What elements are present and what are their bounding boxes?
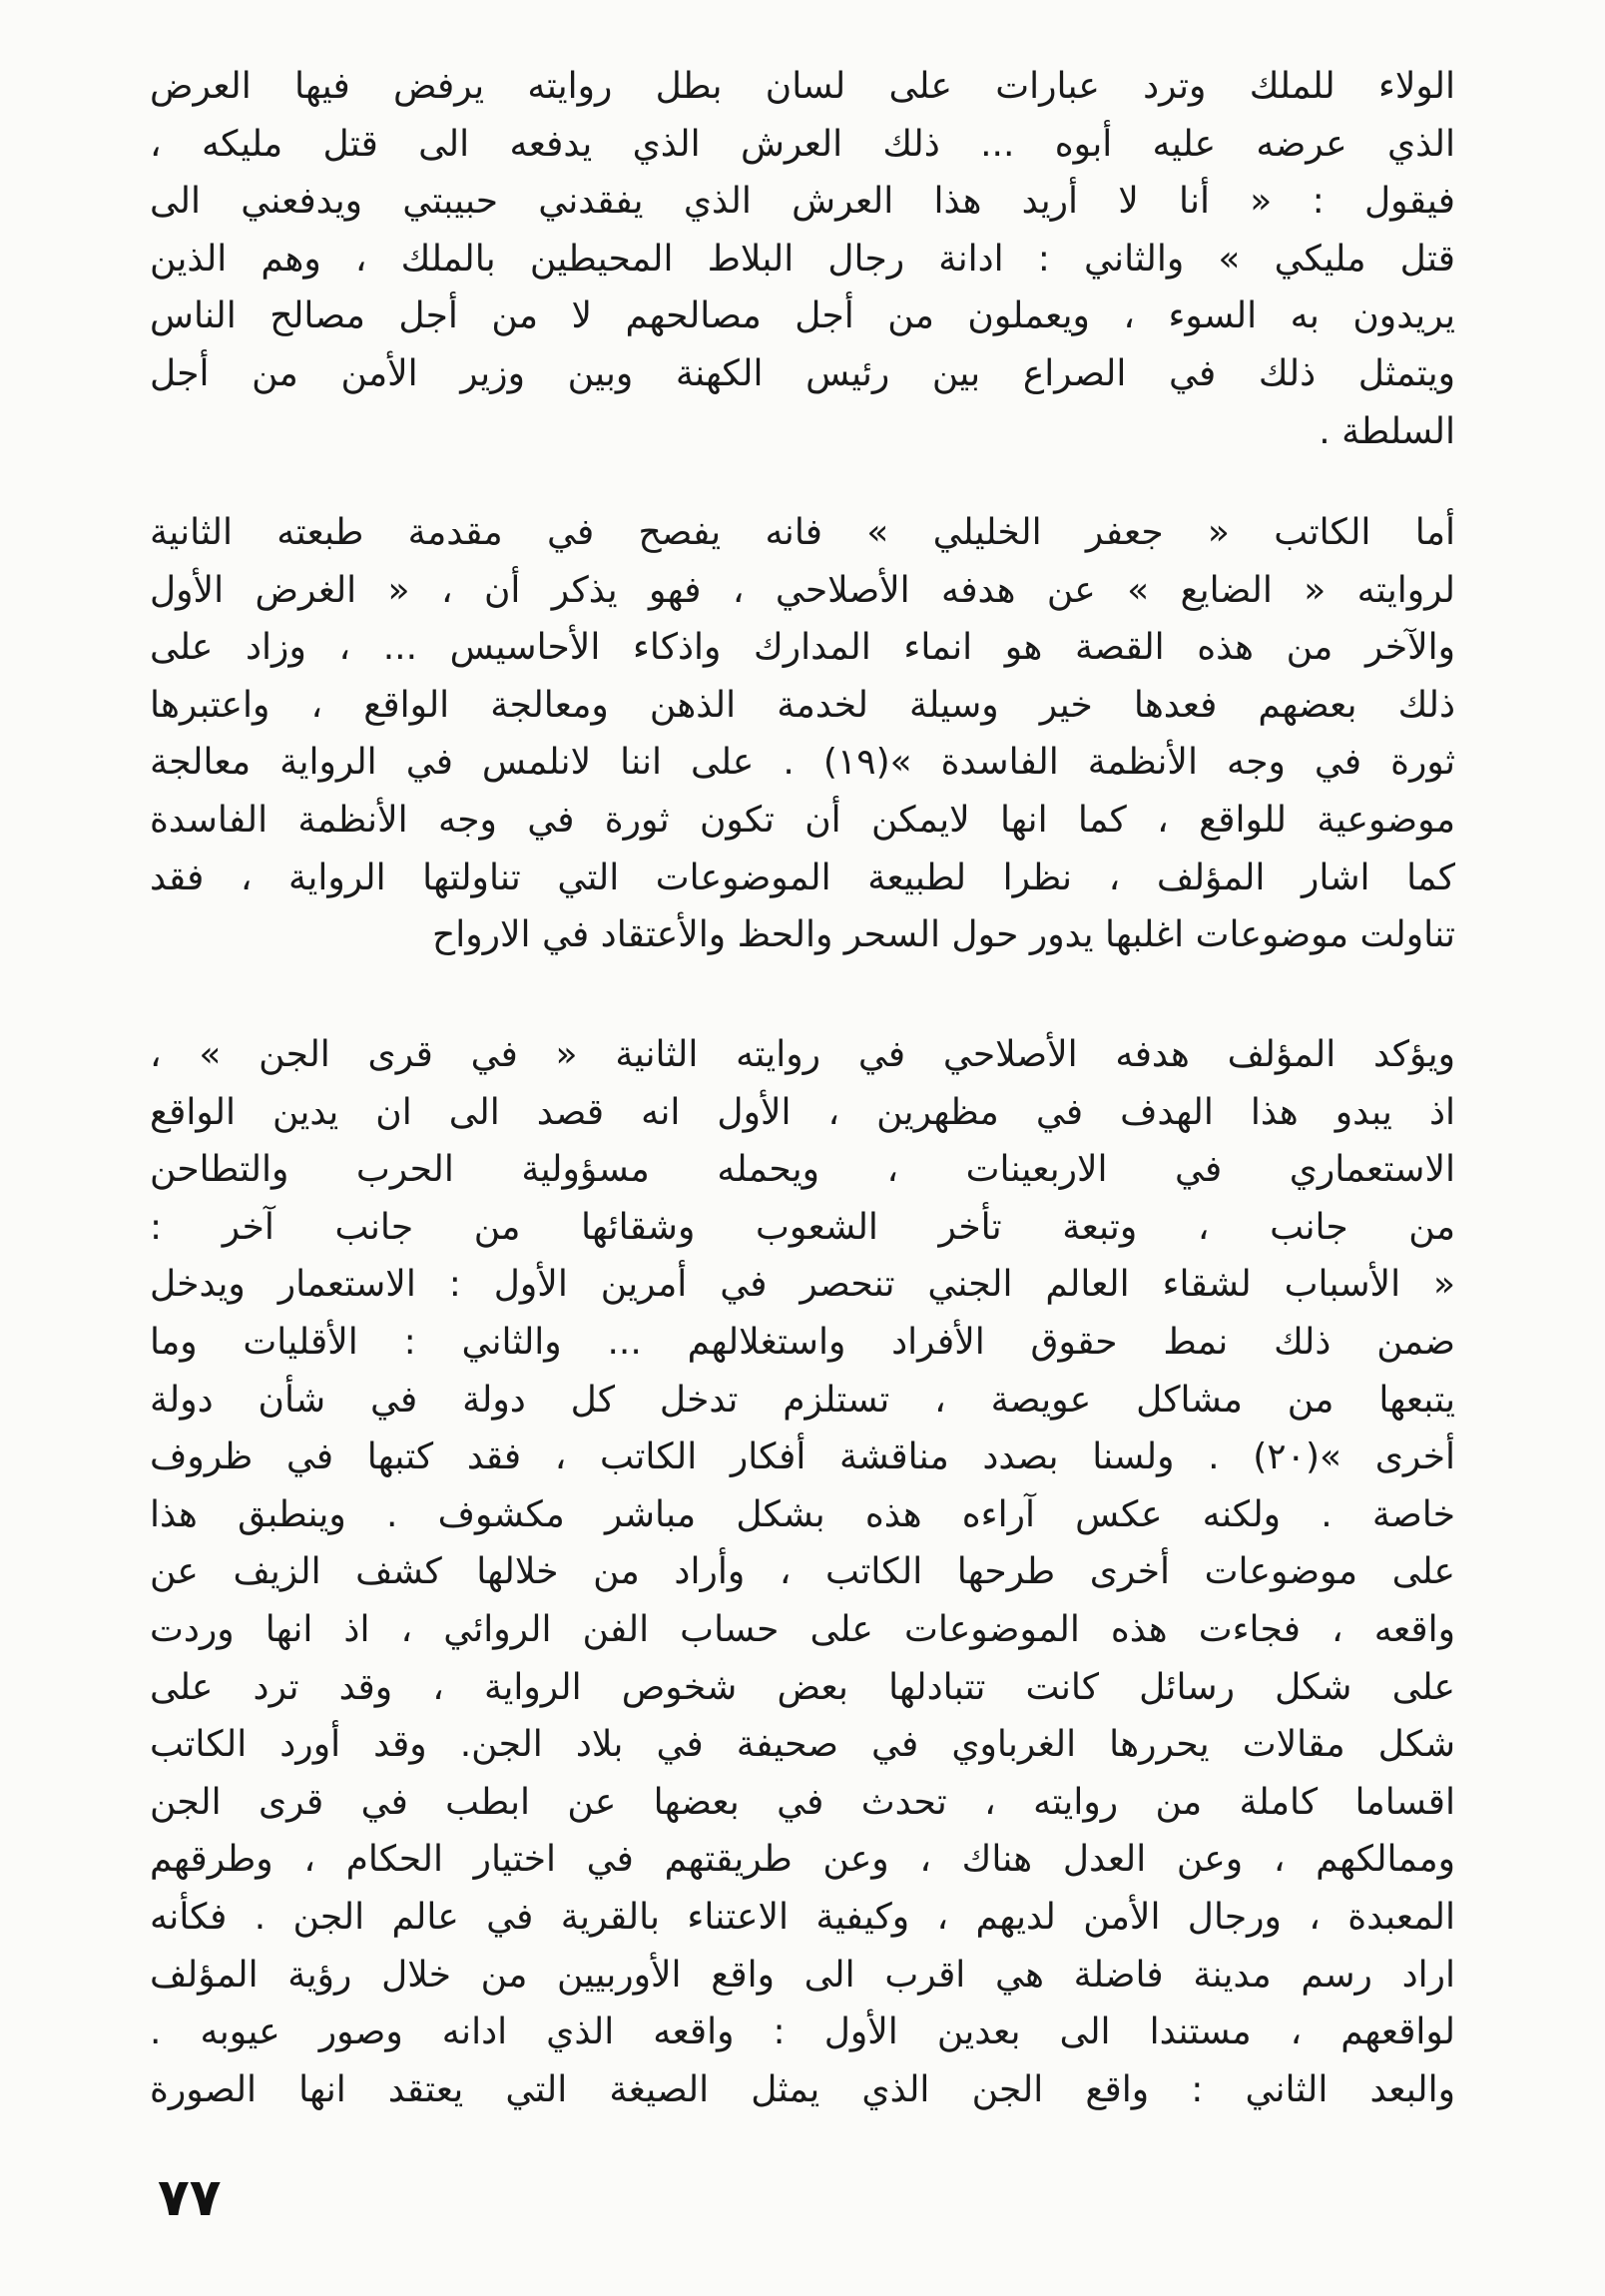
text-line: وممالكهم ، وعن العدل هناك ، وعن طريقتهم في اختيار الحكام ، وطرقهم: [150, 1839, 1455, 1881]
text-line: والآخر من هذه القصة هو انماء المدارك واذكاء الأحاسيس ... ، وزاد على: [150, 627, 1455, 669]
text-line: ويتمثل ذلك في الصراع بين رئيس الكهنة وبين وزير الأمن من أجل: [150, 352, 1455, 394]
text-line: أخرى »(٢٠) . ولسنا بصدد مناقشة أفكار الكاتب ، فقد كتبها في ظروف: [150, 1436, 1455, 1478]
text-line: شكل مقالات يحررها الغرباوي في صحيفة في بلاد الجن. وقد أورد الكاتب: [150, 1724, 1455, 1766]
text-line: ويؤكد المؤلف هدفه الأصلاحي في روايته الثانية « في قرى الجن » ،: [150, 1034, 1455, 1075]
text-line: لواقعهم ، مستندا الى بعدين الأول : واقعه الذي ادانه وصور عيوبه .: [150, 2011, 1455, 2053]
text-line: الاستعماري في الاربعينات ، ويحمله مسؤولية الحرب والتطاحن: [150, 1149, 1455, 1191]
text-line: من جانب ، وتبعة تأخر الشعوب وشقائها من جانب آخر :: [150, 1206, 1455, 1248]
text-line: السلطة .: [1319, 410, 1455, 452]
text-line: كما اشار المؤلف ، نظرا لطبيعة الموضوعات التي تناولتها الرواية ، فقد: [150, 857, 1455, 898]
text-line: اراد رسم مدينة فاضلة هي اقرب الى واقع الأوربيين من خلال رؤية المؤلف: [150, 1954, 1455, 1996]
text-line: الولاء للملك وترد عبارات على لسان بطل روايته يرفض فيها العرض: [150, 66, 1455, 107]
text-line: قتل مليكي » والثاني : ادانة رجال البلاط المحيطين بالملك ، وهم الذين: [150, 238, 1455, 280]
page-number: ٧٧: [158, 2168, 222, 2228]
text-line: لروايته « الضايع » عن هدفه الأصلاحي ، فهو يذكر أن ، « الغرض الأول: [150, 569, 1455, 611]
text-line: تناولت موضوعات اغلبها يدور حول السحر والحظ والأعتقاد في الارواح: [432, 914, 1455, 956]
paragraph-3: [150, 1026, 1455, 2118]
text-line: يريدون به السوء ، ويعملون من أجل مصالحهم لا من أجل مصالح الناس: [150, 295, 1455, 337]
text-line: المعبدة ، ورجال الأمن لديهم ، وكيفية الاعتناء بالقرية في عالم الجن . فكأنه: [150, 1896, 1455, 1938]
text-line: والبعد الثاني : واقع الجن الذي يمثل الصيغة التي يعتقد انها الصورة: [150, 2068, 1455, 2110]
text-line: ثورة في وجه الأنظمة الفاسدة »(١٩) . على اننا لانلمس في الرواية معالجة: [150, 742, 1455, 784]
paragraph-1: [150, 58, 1455, 460]
paragraph-2: [150, 504, 1455, 964]
text-line: الذي عرضه عليه أبوه ... ذلك العرش الذي يدفعه الى قتل مليكه ،: [150, 123, 1455, 165]
text-line: موضوعية للواقع ، كما انها لايمكن أن تكون ثورة في وجه الأنظمة الفاسدة: [150, 799, 1455, 841]
text-line: يتبعها من مشاكل عويصة ، تستلزم تدخل كل دولة في شأن دولة: [150, 1379, 1455, 1421]
text-line: ضمن ذلك نمط حقوق الأفراد واستغلالهم ... والثاني : الأقليات وما: [150, 1321, 1455, 1363]
text-line: على شكل رسائل كانت تتبادلها بعض شخوص الرواية ، وقد ترد على: [150, 1666, 1455, 1708]
text-line: اذ يبدو هذا الهدف في مظهرين ، الأول انه قصد الى ان يدين الواقع: [150, 1091, 1455, 1133]
text-line: أما الكاتب « جعفر الخليلي » فانه يفصح في مقدمة طبعته الثانية: [150, 512, 1455, 553]
text-line: اقساما كاملة من روايته ، تحدث في بعضها عن ابطب في قرى الجن: [150, 1781, 1455, 1823]
text-line: « الأسباب لشقاء العالم الجني تنحصر في أمرين الأول : الاستعمار ويدخل: [150, 1264, 1455, 1306]
text-line: على موضوعات أخرى طرحها الكاتب ، وأراد من خلالها كشف الزيف عن: [150, 1551, 1455, 1593]
text-line: خاصة . ولكنه عكس آراءه هذه بشكل مباشر مكشوف . وينطبق هذا: [150, 1493, 1455, 1535]
text-line: فيقول : « أنا لا أريد هذا العرش الذي يفقدني حبيبتي ويدفعني الى: [150, 181, 1455, 223]
text-line: ذلك بعضهم فعدها خير وسيلة لخدمة الذهن ومعالجة الواقع ، واعتبرها: [150, 684, 1455, 726]
text-line: واقعه ، فجاءت هذه الموضوعات على حساب الفن الروائي ، اذ انها وردت: [150, 1608, 1455, 1650]
